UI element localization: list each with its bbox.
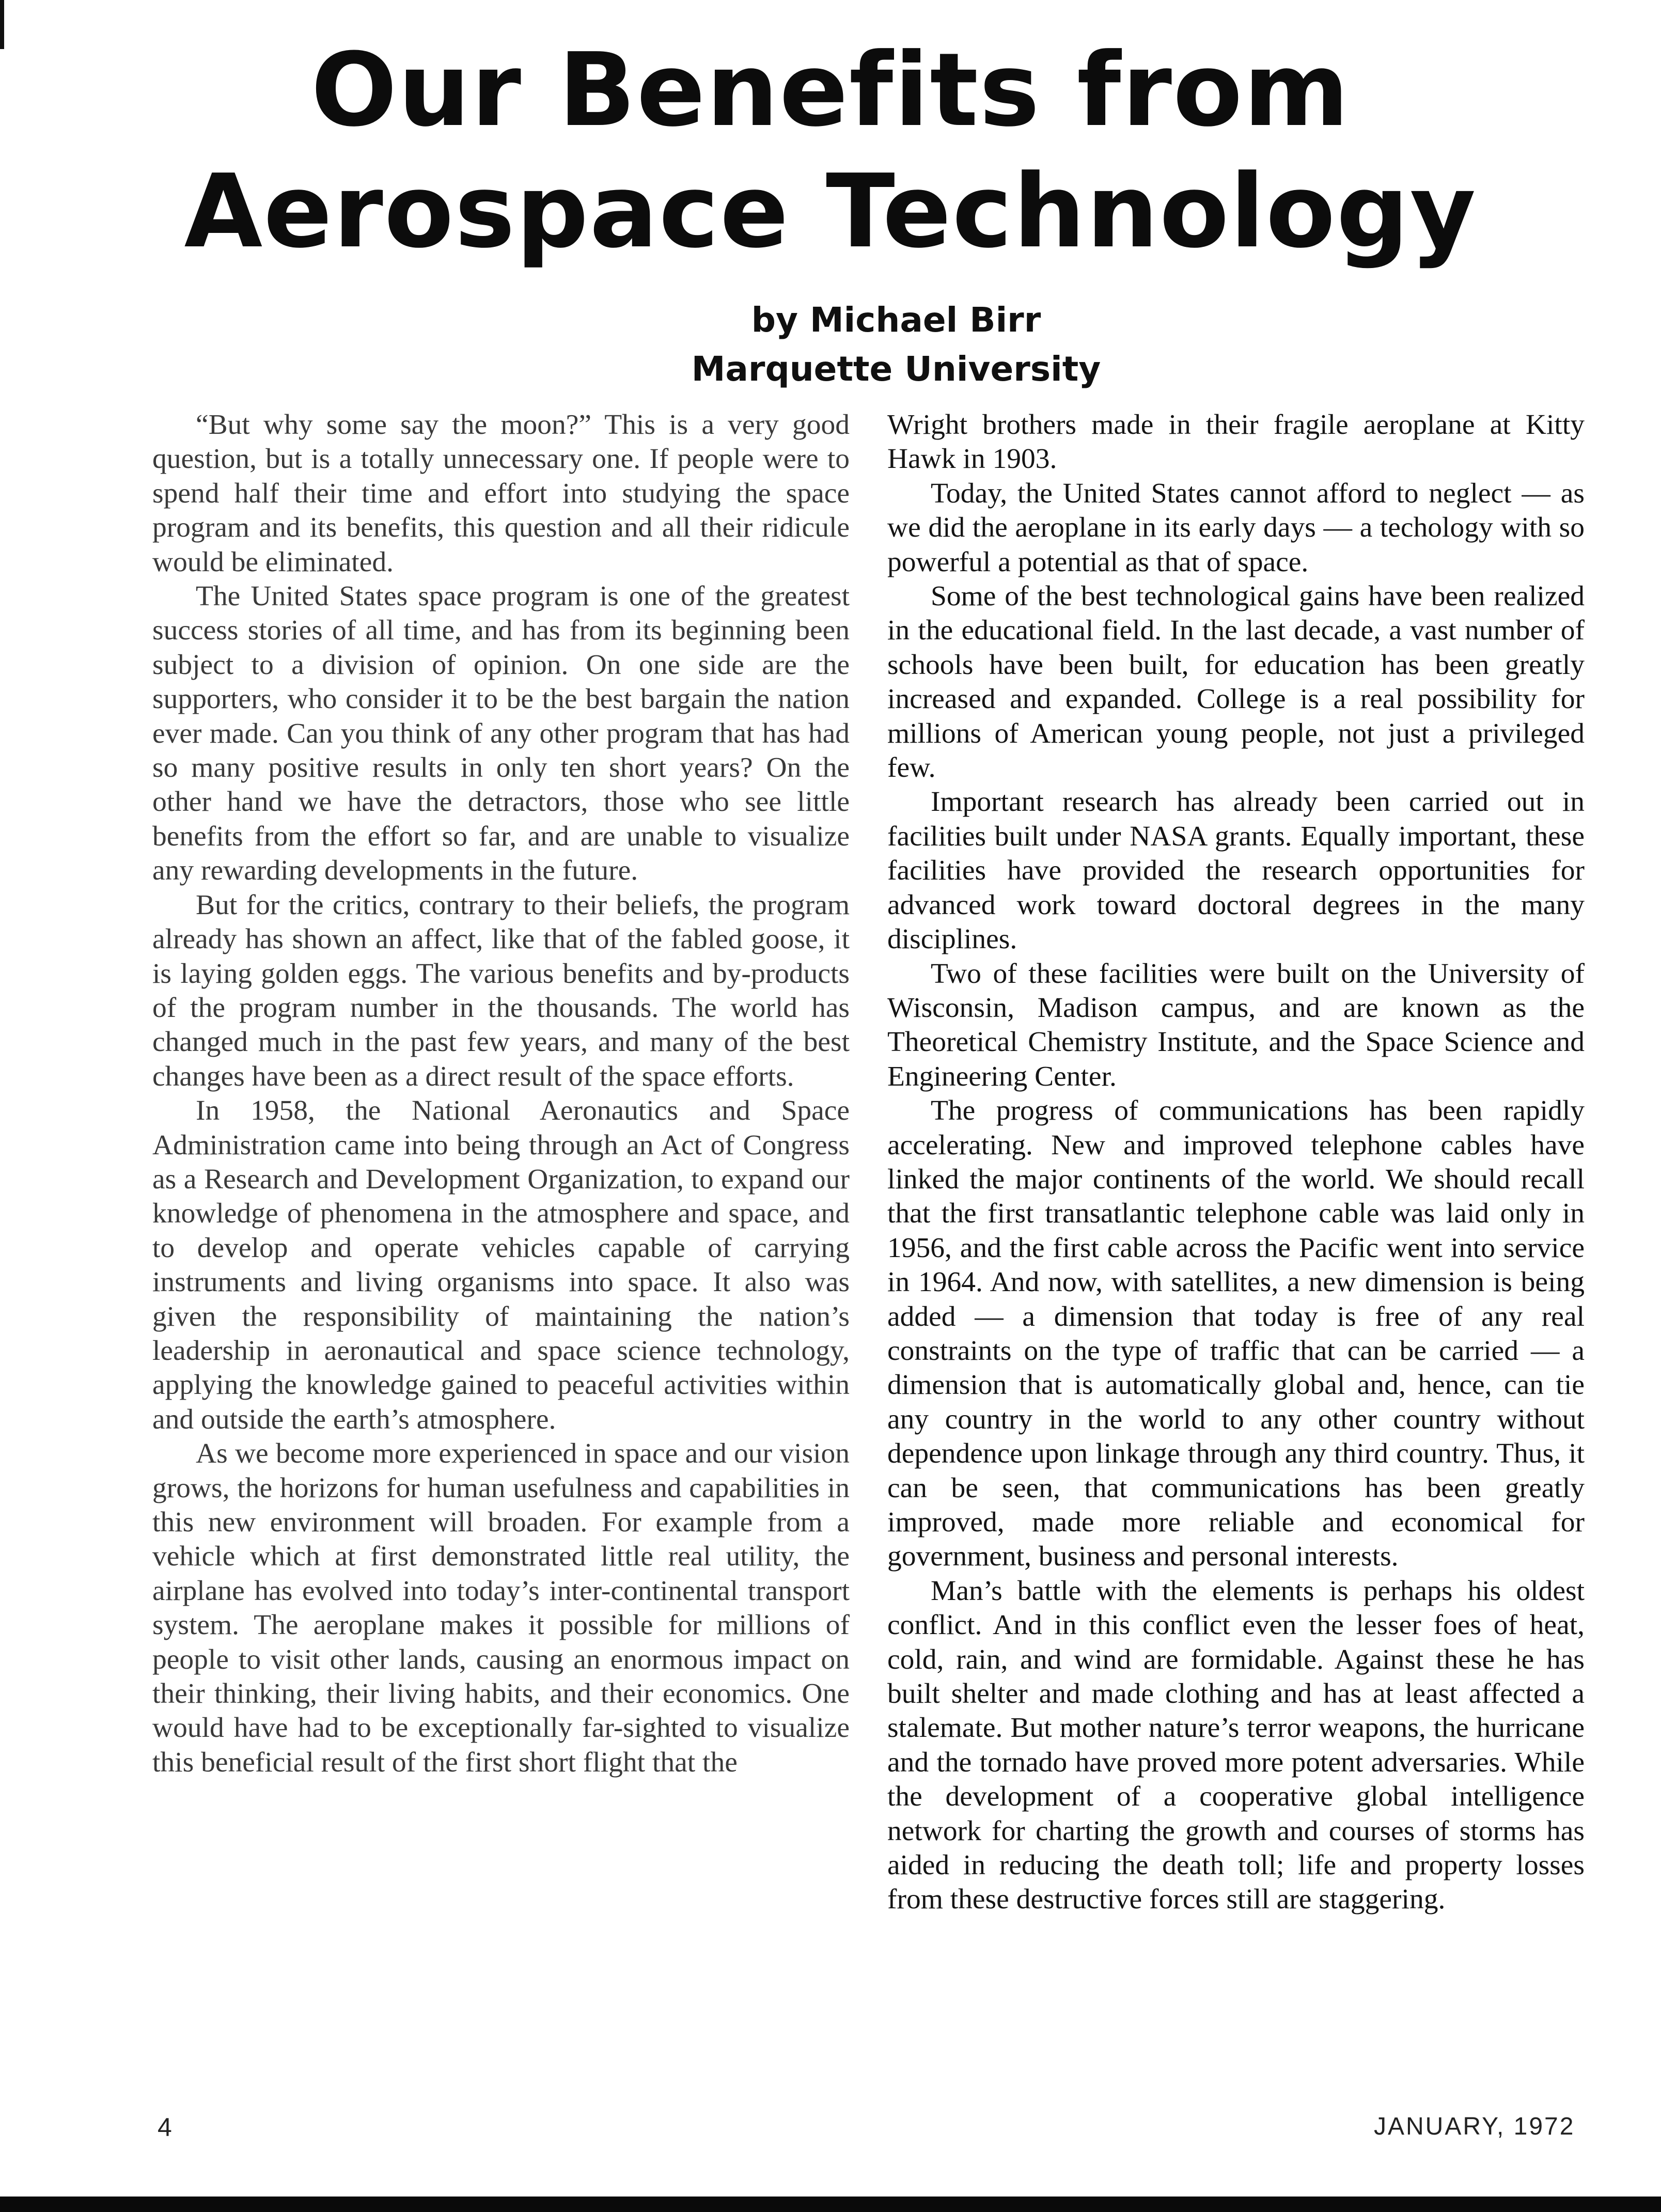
- right-column: [887, 408, 1585, 1917]
- article-title-line-2: Aerospace Technology: [184, 153, 1477, 271]
- article-title-line-1: Our Benefits from: [311, 32, 1350, 149]
- paragraph: In 1958, the National Aeronautics and Space Administration came into being through an Act of Congress as a Research and Development Organization, to expand our knowledge of phenomena in the atmosphere and space, and to develop and operate vehicles capable of carrying instruments and living organisms into space. It also was given the responsibility of maintaining the nation’s leadership in aeronautical and space science technology, applying the knowledge gained to peaceful activities within and outside the earth’s atmosphere.: [152, 1095, 850, 1435]
- scan-bottom-border: [0, 2197, 1661, 2212]
- page-number: 4: [158, 2113, 172, 2142]
- paragraph: The progress of communications has been rapidly accelerating. New and improved telephone cables have linked the major continents of the world. We should recall that the first transatlantic telephone cable was laid only in 1956, and the first cable across the Pacific went into service in 1964. And now, with satellites, a new dimension is being added — a dimension that today is free of any real constraints on the type of traffic that can be carried — a dimension that is automatically global and, hence, can tie any country in the world to any other country without dependence upon linkage through any third country. Thus, it can be seen, that communications has been greatly improved, made more reliable and economical for government, business and personal interests.: [887, 1095, 1585, 1573]
- paragraph: “But why some say the moon?” This is a very good question, but is a totally unnecessary one. If people were to spend half their time and effort into studying the space program and its benefits, this question and all their ridicule would be eliminated.: [152, 409, 850, 578]
- paragraph-continued: Wright brothers made in their fragile aeroplane at Kitty Hawk in 1903.: [887, 409, 1585, 475]
- byline-affiliation: Marquette University: [691, 349, 1101, 389]
- paragraph: Today, the United States cannot afford to neglect — as we did the aeroplane in its early days — a techology with so powerful a potential as that of space.: [887, 477, 1585, 578]
- paragraph: The United States space program is one of the greatest success stories of all time, and has from its beginning been subject to a division of opinion. On one side are the supporters, who consider it to be the best bargain the nation ever made. Can you think of any other program that has had so many positive results in only ten short years? On the other hand we have the detractors, those who see little benefits from the effort so far, and are unable to visualize any rewarding developments in the future.: [152, 581, 850, 887]
- paragraph: Some of the best technological gains have been realized in the educational field. In the last decade, a vast number of schools have been built, for education has been greatly increased and expanded. College is a real possibility for millions of American young people, not just a privileged few.: [887, 581, 1585, 784]
- paragraph: Important research has already been carried out in facilities built under NASA grants. Equally important, these facilities have provided the research opportunities for advanced work toward doctoral degrees in the many disciplines.: [887, 786, 1585, 955]
- paragraph: But for the critics, contrary to their beliefs, the program already has shown an affect, like that of the fabled goose, it is laying golden eggs. The various benefits and by-products of the program number in the thousands. The world has changed much in the past few years, and many of the best changes have been as a direct result of the space efforts.: [152, 889, 850, 1092]
- paragraph: As we become more experienced in space and our vision grows, the horizons for human usefulness and capabilities in this new environment will broaden. For example from a vehicle which at first demonstrated little real utility, the airplane has evolved into today’s inter-continental transport system. The aeroplane makes it possible for millions of people to visit other lands, causing an enormous impact on their thinking, their living habits, and their economics. One would have had to be exceptionally far-sighted to visualize this beneficial result of the first short flight that the: [152, 1438, 850, 1778]
- left-column: [152, 408, 850, 1780]
- byline-author: by Michael Birr: [751, 300, 1041, 340]
- paragraph: Two of these facilities were built on the University of Wisconsin, Madison campus, and are known as the Theoretical Chemistry Institute, and the Space Science and Engineering Center.: [887, 958, 1585, 1092]
- issue-date: JANUARY, 1972: [1374, 2113, 1575, 2140]
- paragraph: Man’s battle with the elements is perhaps his oldest conflict. And in this conflict even the lesser foes of heat, cold, rain, and wind are formidable. Against these he has built shelter and made clothing and has at least affected a stalemate. But mother nature’s terror weapons, the hurricane and the tornado have proved more potent adversaries. While the development of a cooperative global intelligence network for charting the growth and courses of storms has aided in reducing the death toll; life and property losses from these destructive forces still are staggering.: [887, 1575, 1585, 1916]
